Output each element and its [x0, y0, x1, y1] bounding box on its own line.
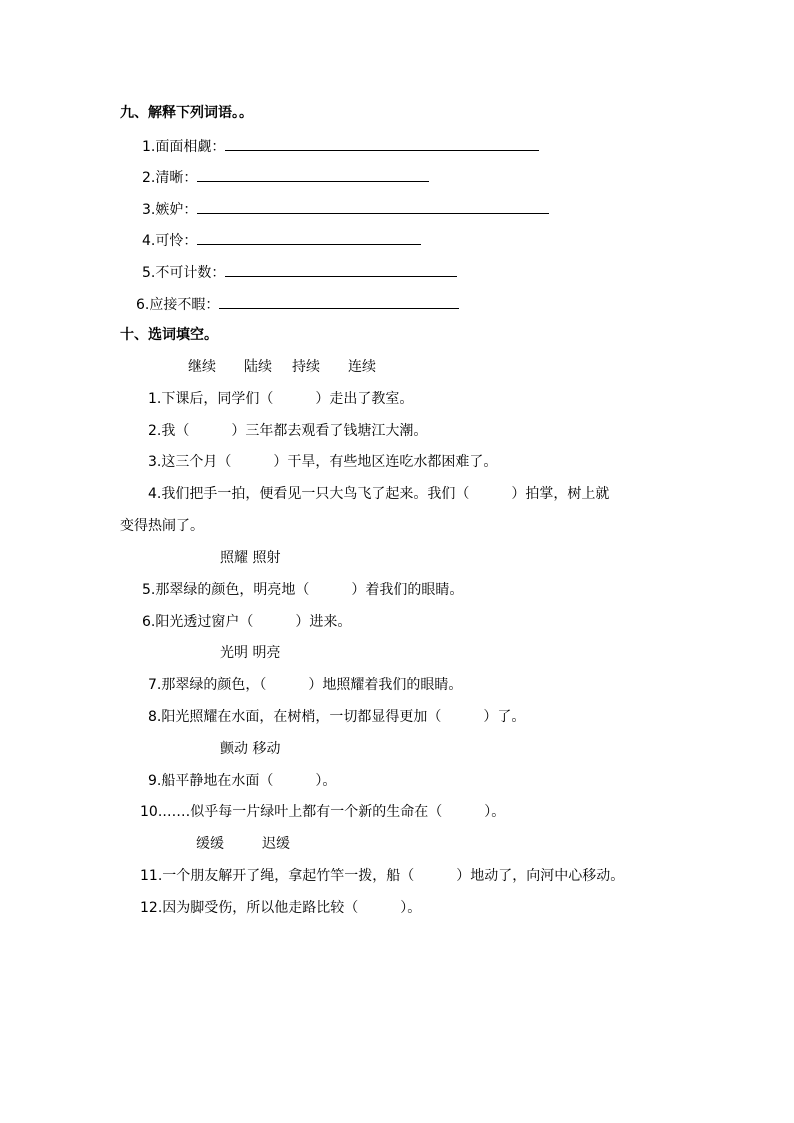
answer-line[interactable]	[225, 262, 457, 277]
definition-item-2	[142, 167, 429, 188]
definition-item-1	[142, 136, 539, 157]
question-8: 8.阳光照耀在水面，在树梢，一切都显得更加（ ）了。	[148, 709, 526, 725]
definition-term: 3.嫉妒：	[142, 202, 198, 218]
question-2: 2.我（ ）三年都去观看了钱塘江大潮。	[148, 423, 428, 439]
answer-line[interactable]	[197, 230, 421, 245]
definition-item-6	[136, 294, 459, 315]
definition-term: 1.面面相觑：	[142, 139, 226, 155]
question-10: 10.……似乎每一片绿叶上都有一个新的生命在（ ）。	[140, 804, 506, 820]
question-9: 9.船平静地在水面（ ）。	[148, 773, 337, 789]
definition-item-3	[142, 199, 549, 220]
section-10-title: 十、选词填空。	[120, 327, 218, 343]
word-option: 持续	[292, 359, 320, 375]
word-group-2: 照耀 照射	[220, 550, 281, 566]
word-option: 继续	[188, 359, 216, 375]
question-4-line-2: 变得热闹了。	[120, 518, 204, 534]
word-option: 迟缓	[262, 836, 290, 852]
word-group-1	[188, 357, 376, 377]
question-4-line-1: 4.我们把手一拍，便看见一只大鸟飞了起来。我们（ ）拍掌，树上就	[148, 486, 610, 502]
definition-item-4	[142, 230, 421, 251]
word-option: 连续	[348, 359, 376, 375]
definition-term: 5.不可计数：	[142, 265, 226, 281]
section-9-title: 九、解释下列词语。。	[120, 105, 253, 121]
answer-line[interactable]	[197, 199, 549, 214]
definition-item-5	[142, 262, 457, 283]
definition-term: 6.应接不暇：	[136, 297, 220, 313]
definition-term: 4.可怜：	[142, 233, 198, 249]
word-group-3: 光明 明亮	[220, 645, 281, 661]
word-option: 陆续	[244, 359, 272, 375]
question-5: 5.那翠绿的颜色，明亮地（ ）着我们的眼睛。	[142, 582, 464, 598]
question-3: 3.这三个月（ ）干旱，有些地区连吃水都困难了。	[148, 454, 498, 470]
question-1: 1.下课后，同学们（ ）走出了教室。	[148, 391, 414, 407]
answer-line[interactable]	[197, 167, 429, 182]
definition-term: 2.清晰：	[142, 170, 198, 186]
word-group-4: 颤动 移动	[220, 741, 281, 757]
question-7: 7.那翠绿的颜色，（ ）地照耀着我们的眼睛。	[148, 677, 463, 693]
answer-line[interactable]	[219, 294, 459, 309]
word-option: 缓缓	[196, 836, 224, 852]
question-11: 11.一个朋友解开了绳，拿起竹竿一拨，船（ ）地动了，向河中心移动。	[140, 868, 625, 884]
question-12: 12.因为脚受伤，所以他走路比较（ ）。	[140, 900, 422, 916]
word-group-5	[196, 834, 290, 854]
answer-line[interactable]	[225, 136, 539, 151]
question-6: 6.阳光透过窗户（ ）进来。	[142, 614, 352, 630]
